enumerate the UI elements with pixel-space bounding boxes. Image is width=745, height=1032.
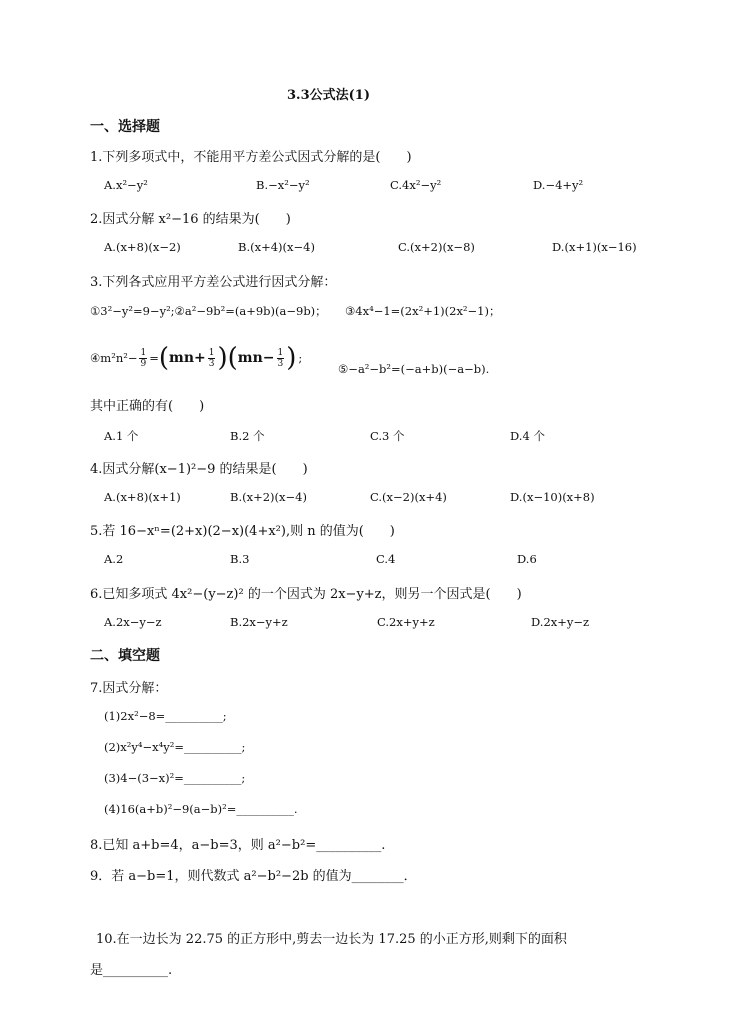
- question-2-option-d: D.(x+1)(x−16): [552, 240, 637, 254]
- semicolon: ;: [298, 351, 303, 365]
- question-8: 8.已知 a+b=4，a−b=3，则 a²−b²=__________.: [90, 838, 386, 853]
- question-5-stem: 5.若 16−xⁿ=(2+x)(2−x)(4+x²),则 n 的值为( ): [90, 524, 395, 539]
- question-7-item-2: (2)x²y⁴−x⁴y²=__________;: [104, 740, 246, 754]
- question-1-option-d: D.−4+y²: [533, 178, 584, 192]
- question-7-item-4: (4)16(a+b)²−9(a−b)²=__________.: [104, 802, 298, 816]
- question-3-option-b: B.2 个: [230, 429, 265, 443]
- question-5-option-c: C.4: [376, 552, 396, 566]
- question-6-option-b: B.2x−y+z: [230, 615, 288, 629]
- question-4-stem: 4.因式分解(x−1)²−9 的结果是( ): [90, 462, 308, 477]
- question-7-stem: 7.因式分解：: [90, 681, 168, 696]
- fraction-denominator: 3: [208, 358, 215, 369]
- fraction-numerator: 1: [277, 347, 284, 358]
- question-3-items-1-2: ①3²−y²=9−y²;②a²−9b²=(a+9b)(a−9b)；: [90, 304, 327, 318]
- item-4-prefix: ④m²n²−: [90, 351, 138, 365]
- question-10-line-1: 10.在一边长为 22.75 的正方形中,剪去一边长为 17.25 的小正方形,则剩下的面积: [96, 932, 567, 947]
- question-1-option-a: A.x²−y²: [104, 178, 148, 192]
- fraction-numerator: 1: [140, 347, 147, 358]
- question-3-item-4: [90, 340, 302, 376]
- question-3-followup: 其中正确的有( ): [90, 399, 205, 414]
- question-1-option-b: B.−x²−y²: [256, 178, 310, 192]
- question-3-option-d: D.4 个: [510, 429, 545, 443]
- question-1-stem: 1.下列多项式中，不能用平方差公式因式分解的是( ): [90, 150, 412, 165]
- question-2-stem: 2.因式分解 x²−16 的结果为( ): [90, 212, 291, 227]
- fraction-one-third: [208, 348, 216, 369]
- question-7-item-1: (1)2x²−8=__________;: [104, 709, 227, 723]
- question-3-stem: 3.下列各式应用平方差公式进行因式分解：: [90, 275, 337, 290]
- right-paren: ): [217, 343, 228, 373]
- mn-plus: mn+: [169, 350, 206, 366]
- question-5-option-a: A.2: [104, 552, 124, 566]
- section-multiple-choice-heading: 一、选择题: [90, 119, 160, 135]
- fraction-numerator: 1: [208, 347, 215, 358]
- left-paren: (: [227, 343, 238, 373]
- equals-sign: =: [149, 351, 159, 365]
- question-7-item-3: (3)4−(3−x)²=__________;: [104, 771, 246, 785]
- question-4-option-a: A.(x+8)(x+1): [104, 490, 181, 504]
- fraction-denominator: 3: [277, 358, 284, 369]
- fraction-one-third: [277, 348, 285, 369]
- left-paren: (: [158, 343, 170, 373]
- fraction-denominator: 9: [140, 358, 147, 369]
- question-1-option-c: C.4x²−y²: [390, 178, 442, 192]
- question-2-option-b: B.(x+4)(x−4): [238, 240, 315, 254]
- question-6-option-c: C.2x+y+z: [377, 615, 435, 629]
- question-5-option-b: B.3: [230, 552, 250, 566]
- question-3-item-5: ⑤−a²−b²=(−a+b)(−a−b).: [338, 362, 490, 376]
- mn-minus: mn−: [237, 350, 275, 366]
- question-3-item-3: ③4x⁴−1=(2x²+1)(2x²−1)；: [345, 304, 501, 318]
- question-2-option-c: C.(x+2)(x−8): [398, 240, 475, 254]
- question-6-option-d: D.2x+y−z: [531, 615, 590, 629]
- right-paren: ): [286, 343, 297, 373]
- question-3-option-c: C.3 个: [370, 429, 405, 443]
- question-9: 9．若 a−b=1，则代数式 a²−b²−2b 的值为________．: [90, 869, 417, 884]
- question-2-option-a: A.(x+8)(x−2): [104, 240, 181, 254]
- question-4-option-b: B.(x+2)(x−4): [230, 490, 307, 504]
- fraction-one-ninth: [139, 348, 147, 369]
- question-3-option-a: A.1 个: [104, 429, 139, 443]
- question-4-option-c: C.(x−2)(x+4): [370, 490, 447, 504]
- question-6-stem: 6.已知多项式 4x²−(y−z)² 的一个因式为 2x−y+z，则另一个因式是( ): [90, 587, 522, 602]
- page-title: 3.3公式法(1): [287, 88, 370, 103]
- section-fill-in-heading: 二、填空题: [90, 648, 160, 664]
- question-4-option-d: D.(x−10)(x+8): [510, 490, 595, 504]
- question-5-option-d: D.6: [517, 552, 537, 566]
- question-6-option-a: A.2x−y−z: [104, 615, 162, 629]
- question-10-line-2: 是__________.: [90, 963, 173, 978]
